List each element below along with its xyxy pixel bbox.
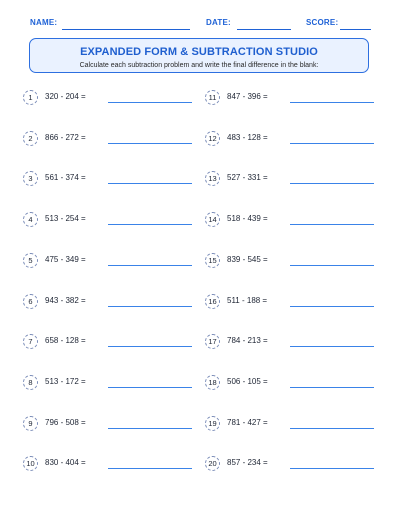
problem-number: 13 xyxy=(205,171,220,186)
problem-expression: 320 - 204 = xyxy=(45,92,86,101)
problem-number: 3 xyxy=(23,171,38,186)
problem-expression: 830 - 404 = xyxy=(45,458,86,467)
problem-number: 1 xyxy=(23,90,38,105)
problem-item xyxy=(23,334,198,354)
problem-number: 11 xyxy=(205,90,220,105)
problem-item xyxy=(23,375,198,395)
answer-blank[interactable] xyxy=(290,102,374,103)
name-field[interactable] xyxy=(62,29,190,30)
answer-blank[interactable] xyxy=(290,224,374,225)
problem-item xyxy=(205,253,380,273)
problem-expression: 506 - 105 = xyxy=(227,377,268,386)
problem-item xyxy=(205,212,380,232)
problem-number: 4 xyxy=(23,212,38,227)
answer-blank[interactable] xyxy=(108,306,192,307)
problem-item xyxy=(23,253,198,273)
problem-item xyxy=(205,375,380,395)
answer-blank[interactable] xyxy=(108,183,192,184)
date-field[interactable] xyxy=(237,29,291,30)
problem-item xyxy=(205,334,380,354)
problem-expression: 866 - 272 = xyxy=(45,133,86,142)
date-label: DATE: xyxy=(206,18,231,27)
problem-expression: 513 - 254 = xyxy=(45,214,86,223)
answer-blank[interactable] xyxy=(108,428,192,429)
problem-expression: 513 - 172 = xyxy=(45,377,86,386)
problem-number: 7 xyxy=(23,334,38,349)
problem-number: 18 xyxy=(205,375,220,390)
problem-item xyxy=(205,131,380,151)
problem-number: 9 xyxy=(23,416,38,431)
problem-item xyxy=(23,456,198,476)
answer-blank[interactable] xyxy=(108,102,192,103)
answer-blank[interactable] xyxy=(108,387,192,388)
worksheet-title: EXPANDED FORM & SUBTRACTION STUDIO xyxy=(80,46,318,58)
problem-number: 17 xyxy=(205,334,220,349)
problem-number: 8 xyxy=(23,375,38,390)
problem-item xyxy=(205,90,380,110)
problem-item xyxy=(23,131,198,151)
problem-expression: 784 - 213 = xyxy=(227,336,268,345)
problem-expression: 483 - 128 = xyxy=(227,133,268,142)
problem-item xyxy=(23,171,198,191)
answer-blank[interactable] xyxy=(290,265,374,266)
answer-blank[interactable] xyxy=(290,346,374,347)
problem-expression: 511 - 188 = xyxy=(227,296,268,305)
score-label: SCORE: xyxy=(306,18,339,27)
problem-item xyxy=(23,416,198,436)
answer-blank[interactable] xyxy=(108,265,192,266)
problem-expression: 561 - 374 = xyxy=(45,173,86,182)
problem-expression: 847 - 396 = xyxy=(227,92,268,101)
name-label: NAME: xyxy=(30,18,58,27)
problem-item xyxy=(23,212,198,232)
problem-expression: 518 - 439 = xyxy=(227,214,268,223)
problem-number: 10 xyxy=(23,456,38,471)
problem-item xyxy=(205,294,380,314)
problem-number: 19 xyxy=(205,416,220,431)
problem-expression: 781 - 427 = xyxy=(227,418,268,427)
answer-blank[interactable] xyxy=(108,468,192,469)
answer-blank[interactable] xyxy=(290,387,374,388)
score-field[interactable] xyxy=(340,29,371,30)
problem-number: 15 xyxy=(205,253,220,268)
problem-expression: 857 - 234 = xyxy=(227,458,268,467)
worksheet-header xyxy=(0,0,400,30)
problem-item xyxy=(23,294,198,314)
problem-number: 16 xyxy=(205,294,220,309)
problem-expression: 839 - 545 = xyxy=(227,255,268,264)
problem-expression: 796 - 508 = xyxy=(45,418,86,427)
answer-blank[interactable] xyxy=(290,183,374,184)
problem-expression: 527 - 331 = xyxy=(227,173,268,182)
answer-blank[interactable] xyxy=(108,346,192,347)
problem-expression: 658 - 128 = xyxy=(45,336,86,345)
problem-item xyxy=(205,416,380,436)
problem-item xyxy=(205,456,380,476)
problem-expression: 943 - 382 = xyxy=(45,296,86,305)
problem-number: 12 xyxy=(205,131,220,146)
answer-blank[interactable] xyxy=(290,306,374,307)
problem-item xyxy=(23,90,198,110)
problem-number: 20 xyxy=(205,456,220,471)
title-banner xyxy=(29,38,369,73)
answer-blank[interactable] xyxy=(108,143,192,144)
problem-number: 6 xyxy=(23,294,38,309)
answer-blank[interactable] xyxy=(290,143,374,144)
problem-expression: 475 - 349 = xyxy=(45,255,86,264)
answer-blank[interactable] xyxy=(290,468,374,469)
problem-item xyxy=(205,171,380,191)
problem-number: 2 xyxy=(23,131,38,146)
worksheet-instructions: Calculate each subtraction problem and write the final difference in the blank: xyxy=(79,62,319,69)
problem-number: 14 xyxy=(205,212,220,227)
answer-blank[interactable] xyxy=(108,224,192,225)
answer-blank[interactable] xyxy=(290,428,374,429)
problem-number: 5 xyxy=(23,253,38,268)
